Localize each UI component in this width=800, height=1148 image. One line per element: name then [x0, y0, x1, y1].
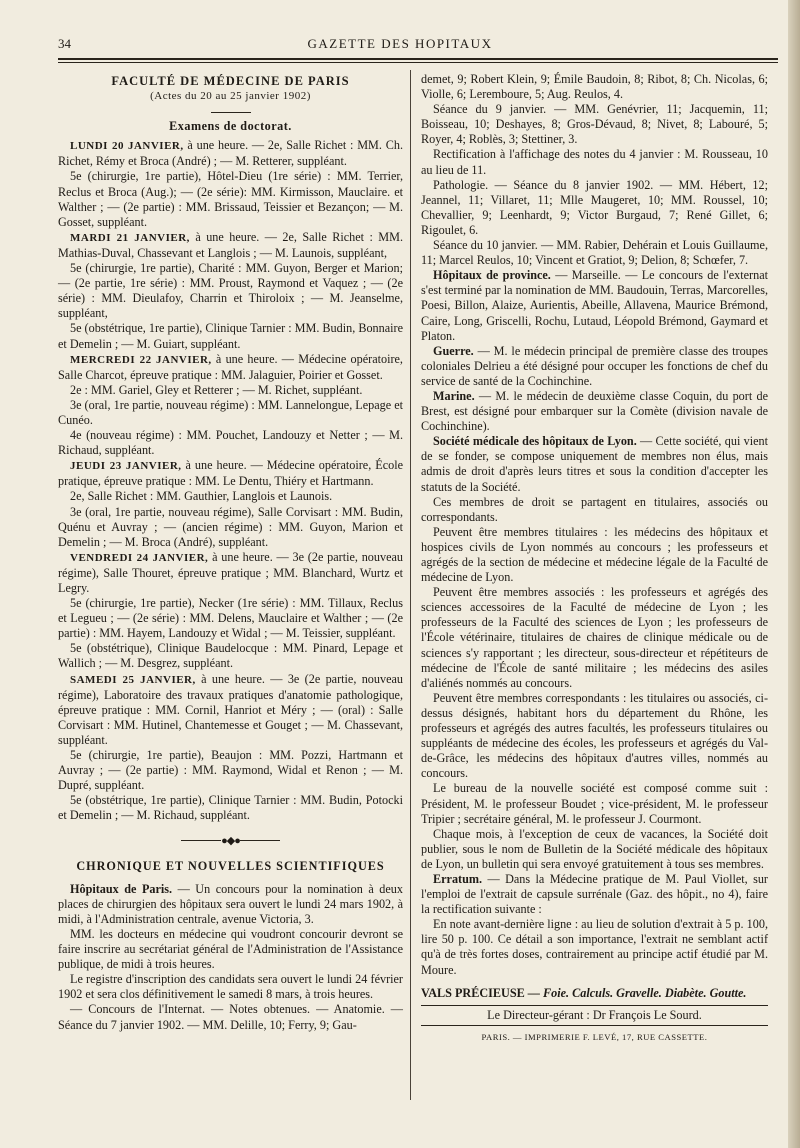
- paragraph: Pathologie. — Séance du 8 janvier 1902. — MM. Hébert, 12; Jeannel, 11; Villaret, 11; Mlle Maugeret, 10; MM. Roussel, 10; Chevallier, 9; Leenhardt, 9; Victor Burgaud, 7; René Gillet, 6; Rigoulet, 6.: [421, 177, 768, 237]
- mercredi-paragraph: [58, 352, 403, 383]
- day-heading: VENDREDI 24 JANVIER,: [70, 551, 209, 564]
- paragraph: Chaque mois, à l'exception de ceux de vacances, la Société doit publier, sous le nom de Bulletin de la Société médicale des hôpitaux de Lyon, un bulletin qui sera envoyé gratuitement à tous ses membres.: [421, 826, 768, 871]
- printer-imprint: PARIS. — IMPRIMERIE F. LEVÉ, 17, RUE CASSETTE.: [481, 1031, 708, 1042]
- lyon-paragraph: [421, 434, 768, 494]
- item-heading: Hôpitaux de province.: [433, 268, 551, 283]
- left-column: [58, 72, 403, 1033]
- day-heading: LUNDI 20 JANVIER,: [70, 140, 184, 153]
- paragraph: MM. les docteurs en médecine qui voudront concourir devront se faire inscrire au secrétariat général de l'Administration de l'Assistance publique, de midi à trois heures.: [58, 926, 403, 972]
- paragraph-text: — Marseille. — Le concours de l'externat s'est terminé par la nomination de MM. Baudouin, Terras, Marcorelles, Poesi, Billon, Alaize, Aurientis, Abeille, Allavena, Maurice Brémond, Caire, Long, Griscelli, Rochu, Lutaud, Léopold Brémond, Gaymard et Platon.: [421, 268, 768, 343]
- paragraph: 5e (obstétrique, 1re partie), Clinique Tarnier : MM. Budin, Potocki et Demelin ; — M. Richaud, suppléant.: [58, 793, 403, 823]
- paragraph: 5e (chirurgie, 1re partie), Charité : MM. Guyon, Berger et Marion; — (2e partie, 1re série) : MM. Proust, Raymond et Vaquez ; — (2e série) : MM. Dieulafoy, Charrin et Thiroloix ; — M. Jeanselme, suppléant,: [58, 261, 403, 321]
- samedi-paragraph: [58, 672, 403, 748]
- paragraph: 2e : MM. Gariel, Gley et Retterer ; — M. Richet, suppléant.: [70, 382, 363, 397]
- paragraph-text: à une heure. — 3e (2e partie, nouveau régime), Laboratoire des travaux pratiques d'anatomie pathologique, épreuve pratique : MM. Cornil, Hanriot et Méry ; — (oral) : Salle Corvisart : MM. Hutinel, Chantemesse et Gouget ; — M. Chassevant, suppléant.: [58, 671, 404, 747]
- director-signature: Le Directeur-gérant : Dr François Le Sourd.: [487, 1007, 702, 1022]
- faculty-subtitle: (Actes du 20 au 25 janvier 1902): [150, 90, 311, 103]
- item-heading: Société médicale des hôpitaux de Lyon.: [433, 434, 637, 449]
- paragraph: Le registre d'inscription des candidats sera ouvert le lundi 24 février 1902 et sera clos définitivement le samedi 8 mars, à trois heures.: [58, 972, 403, 1002]
- paragraph: Peuvent être membres titulaires : les médecins des hôpitaux et hospices civils de Lyon nommés au concours ; les professeurs et agrégés de la section de médecine et médecine légale de la Faculté de médecine de Lyon.: [421, 524, 768, 585]
- paragraph: Le bureau de la nouvelle société est composé comme suit : Président, M. le professeur Boudet ; vice-président, M. le professeur Tripier ; secrétaire général, M. le professeur J. Courmont.: [421, 781, 768, 826]
- paragraph: En note avant-dernière ligne : au lieu de solution d'extrait à 5 p. 100, lire 50 p. 100. Ce détail a son importance, l'extrait ne semblant actif qu'à de très fortes doses, contrairement au principe actif étudié par M. Moure.: [421, 917, 768, 977]
- paragraph: 4e (nouveau régime) : MM. Pouchet, Landouzy et Netter ; — M. Richaud, suppléant.: [58, 428, 403, 458]
- paragraph-text: — M. le médecin de deuxième classe Coquin, du port de Brest, est désigné pour embarquer sur la Comète (division navale de Cochinchine).: [421, 388, 768, 434]
- paragraph-text: à une heure. — 2e, Salle Richet : MM. Mathias-Duval, Chassevant et Langlois ; — M. Launois, suppléant,: [58, 229, 403, 260]
- marine-paragraph: [421, 389, 768, 434]
- paragraph: 3e (oral, 1re partie, nouveau régime) : MM. Lannelongue, Lepage et Cunéo.: [58, 397, 403, 427]
- paragraph: — Concours de l'Internat. — Notes obtenues. — Anatomie. — Séance du 7 janvier 1902. — MM. Delille, 10; Ferry, 9; Gau-: [58, 1002, 403, 1032]
- page-number: 34: [58, 36, 71, 51]
- paragraph: 5e (chirurgie, 1re partie), Necker (1re série) : MM. Tillaux, Reclus et Legueu ; — (2e série) : MM. Delens, Mauclaire et Walther ; — (2e partie) : MM. Hayem, Landouzy et Widal ; — M. Teissier, suppléant.: [58, 596, 403, 641]
- paragraph: Peuvent être membres correspondants : les titulaires ou associés, ci-dessus désignés, habitant hors du département du Rhône, les professeurs et agrégés des autres facultés, les professeurs titulaires ou suppléants de médecine des écoles, les professeurs et agrégés du Val-de-Grâce, les médecins des hôpitaux d'autres villes, nommés au concours.: [421, 690, 768, 781]
- erratum-paragraph: [421, 872, 768, 917]
- right-column: [421, 72, 768, 1045]
- paragraph-text: — Dans la Médecine pratique de M. Paul Viollet, sur l'emploi de l'extrait de capsule surrénale (Gaz. des hôpit., no 4), faire la rectification suivante :: [421, 871, 768, 917]
- item-heading: Hôpitaux de Paris.: [70, 881, 173, 896]
- paragraph: Séance du 10 janvier. — MM. Rabier, Dehérain et Louis Guillaume, 11; Marcel Reulos, 10; Vincent et Gratiot, 9; Delion, 8; Schœfer, 7.: [421, 238, 768, 268]
- mardi-paragraph: [58, 230, 403, 261]
- paragraph: Ces membres de droit se partagent en titulaires, associés ou correspondants.: [421, 494, 768, 524]
- header-rule-thin: [58, 62, 778, 63]
- paragraph-text: à une heure. — Médecine opératoire, École pratique, épreuve pratique : MM. Le Dentu, Thiéry et Hartmann.: [58, 458, 403, 489]
- paragraph: 5e (obstétrique, 1re partie), Clinique Tarnier : MM. Budin, Bonnaire et Demelin ; — M. Guiart, suppléant.: [58, 321, 403, 351]
- paragraph-text: à une heure. — 3e (2e partie, nouveau régime), Salle Thouret, épreuve pratique ; MM. Blanchard, Wurtz et Legry.: [58, 549, 403, 595]
- day-heading: JEUDI 23 JANVIER,: [70, 460, 182, 473]
- paragraph: 5e (obstétrique), Clinique Baudelocque : MM. Pinard, Lepage et Wallich ; — M. Desgrez, suppléant.: [58, 641, 403, 671]
- paragraph: 5e (chirurgie, 1re partie), Hôtel-Dieu (1re série) : MM. Terrier, Reclus et Broca (Aug.); — (2e série): MM. Kirmisson, Mauclaire. et Walther ; — (2e partie) : MM. Brissaud, Teissier et Bezançon; — M. Gosset, suppléant.: [58, 169, 403, 229]
- paragraph: 5e (chirurgie, 1re partie), Beaujon : MM. Pozzi, Hartmann et Auvray ; — (2e partie) : MM. Raymond, Widal et Renon ; — M. Dupré, suppléant.: [58, 748, 403, 793]
- paragraph-text: — Cette société, qui vient de se fonder, se compose uniquement de membres non élus, mais admis de droit d'après leurs titres et sous la condition d'accepter les statuts de la Société.: [421, 434, 769, 494]
- item-heading: Guerre.: [433, 343, 474, 358]
- guerre-paragraph: [421, 344, 768, 389]
- paragraph: Peuvent être membres associés : les professeurs et agrégés des sciences accessoires de la Faculté de médecine de Lyon ; les professeurs de la Faculté des sciences de Lyon ; les professeurs de l'École vétérinaire, titulaires de chaires de clinique médicale ou de sciences s'y rapportant ; les directeur, sous-directeur et répétiteurs de médecine de l'École de santé militaire ; les médecins des asiles d'aliénés nommés au concours.: [421, 585, 768, 690]
- hopitaux-paragraph: [58, 882, 403, 927]
- vals-tagline: — Foie. Calculs. Gravelle. Diabète. Goutte.: [524, 985, 747, 1000]
- chronique-title: CHRONIQUE ET NOUVELLES SCIENTIFIQUES: [76, 858, 385, 873]
- section-rule: [211, 112, 251, 113]
- paragraph: Rectification à l'affichage des notes du 4 janvier : M. Rousseau, 10 au lieu de 11.: [421, 147, 768, 177]
- day-heading: SAMEDI 25 JANVIER,: [70, 673, 196, 686]
- paragraph-text: à une heure. — Médecine opératoire, Salle Charcot, épreuve pratique : MM. Jalaguier, Poirier et Gosset.: [58, 351, 403, 382]
- faculty-title: FACULTÉ DE MÉDECINE DE PARIS: [111, 74, 350, 88]
- paragraph: 3e (oral, 1re partie, nouveau régime), Salle Corvisart : MM. Budin, Quénu et Auvray ; — (ancien régime) : MM. Guyon, Marion et Demelin ; — M. Broca (André), suppléant.: [58, 504, 403, 549]
- signature-rule-bottom: [421, 1025, 768, 1026]
- page-edge-shadow: [788, 0, 800, 1148]
- ornament-divider: ●◆●: [58, 834, 403, 849]
- day-heading: MARDI 21 JANVIER,: [70, 231, 190, 244]
- vals-advertisement: [421, 986, 768, 1001]
- province-paragraph: [421, 268, 768, 343]
- paragraph-text: — Un concours pour la nomination à deux places de chirurgien des hôpitaux sera ouvert le lundi 24 mars 1902, à midi, à l'Administration centrale, avenue Victoria, 3.: [58, 881, 403, 926]
- header-rule: [58, 58, 778, 60]
- paragraph-text: — M. le médecin principal de première classe des troupes coloniales Delrieu a été désigné pour occuper les fonctions de chef du service de santé de la Cochinchine.: [421, 343, 768, 388]
- day-heading: MERCREDI 22 JANVIER,: [70, 353, 212, 366]
- exams-title: Examens de doctorat.: [169, 119, 292, 134]
- paragraph: 2e, Salle Richet : MM. Gauthier, Langlois et Launois.: [70, 489, 333, 504]
- lundi-paragraph: [58, 138, 403, 169]
- item-heading: Marine.: [433, 388, 475, 403]
- paragraph-text: à une heure. — 2e, Salle Richet : MM. Ch. Richet, Rémy et Broca (André) ; — M. Retterer, suppléant.: [58, 138, 404, 169]
- vals-heading: VALS PRÉCIEUSE: [421, 985, 525, 1000]
- jeudi-paragraph: [58, 458, 403, 489]
- vendredi-paragraph: [58, 550, 403, 596]
- item-heading: Erratum.: [433, 871, 483, 886]
- column-divider: [410, 70, 411, 1100]
- page-header-title: GAZETTE DES HOPITAUX: [307, 36, 493, 51]
- paragraph: demet, 9; Robert Klein, 9; Émile Baudoin, 8; Ribot, 8; Ch. Nicolas, 6; Violle, 6; Leremboure, 5; Aug. Reulos, 4.: [421, 72, 768, 102]
- paragraph: Séance du 9 janvier. — MM. Genévrier, 11; Jacquemin, 11; Boisseau, 10; Deshayes, 8; Gros-Dévaud, 8; Nivet, 8; Labouré, 5; Royer, 4; Roblès, 3; Stettiner, 3.: [421, 102, 768, 147]
